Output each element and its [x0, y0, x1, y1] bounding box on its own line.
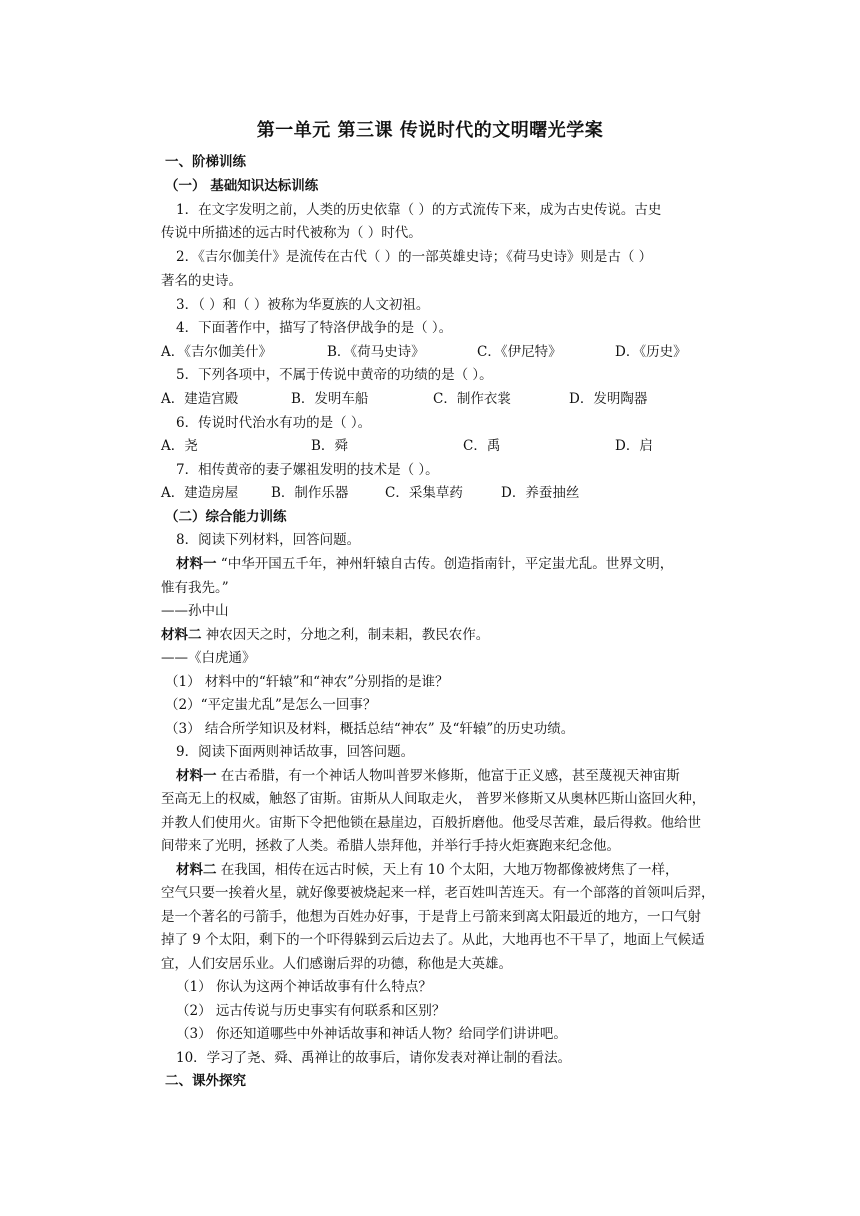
material-label: 材料二: [161, 627, 202, 643]
question-9-material-2-line-4: 掉了 9 个太阳，剩下的一个吓得躲到云后边去了。从此，大地再也不干旱了，地面上气候适: [161, 932, 705, 948]
question-9-material-2-line-5: 宜，人们安居乐业。人们感谢后羿的功德，称他是大英雄。: [161, 956, 512, 972]
question-1-line-1: 1．在文字发明之前，人类的历史依靠（ ）的方式流传下来，成为古史传说。古史: [176, 202, 662, 218]
option-d: D．启: [615, 438, 653, 454]
question-8-material-2: [161, 625, 741, 645]
question-5-options: [161, 389, 741, 409]
option-a: A．《吉尔伽美什》: [161, 344, 272, 360]
section-heading-ladder-training: 一、阶梯训练: [165, 154, 246, 170]
question-8-stem: 8．阅读下列材料，回答问题。: [176, 532, 361, 548]
option-d: D．养蚕抽丝: [501, 485, 580, 501]
material-label: 材料二: [176, 862, 217, 878]
subsection-heading-basic: （一） 基础知识达标训练: [165, 178, 319, 194]
question-8-sub-2: （2）“平定蚩尤乱”是怎么一回事？: [165, 697, 377, 713]
question-2-line-1: 2．《吉尔伽美什》是流传在古代（ ）的一部英雄史诗；《荷马史诗》则是古（ ）: [176, 249, 653, 265]
question-9-sub-3: （3） 你还知道哪些中外神话故事和神话人物？给同学们讲讲吧。: [176, 1026, 567, 1042]
question-8-sub-3: （3） 结合所学知识及材料，概括总结“神农” 及“轩辕”的历史功绩。: [165, 721, 575, 737]
question-2-line-2: 著名的史诗。: [161, 273, 242, 289]
question-6-stem: 6．传说时代治水有功的是（ ）。: [176, 415, 372, 431]
material-text: 在我国，相传在远古时候，天上有 10 个太阳，大地万物都像被烤焦了一样，: [216, 862, 679, 878]
option-b: B．舜: [311, 438, 348, 454]
option-c: C．制作衣裳: [433, 391, 511, 407]
question-8-material-1-cont: 惟有我先。”: [161, 580, 229, 596]
option-d: D．《历史》: [615, 344, 687, 360]
option-b: B．制作乐器: [271, 485, 349, 501]
question-9-material-1-line-1: [176, 766, 756, 786]
material-label: 材料一: [176, 556, 217, 572]
question-9-stem: 9．阅读下面两则神话故事，回答问题。: [176, 744, 415, 760]
question-4-options: [161, 342, 741, 362]
question-3: 3．（ ）和（ ）被称为华夏族的人文初祖。: [176, 297, 430, 313]
section-heading-extracurricular: 二、课外探究: [165, 1073, 246, 1089]
question-8-sub-1: （1） 材料中的“轩辕”和“神农”分别指的是谁？: [165, 674, 449, 690]
question-9-sub-2: （2） 远古传说与历史事实有何联系和区别？: [176, 1003, 446, 1019]
question-10: 10．学习了尧、舜、禹禅让的故事后，请你发表对禅让制的看法。: [176, 1050, 572, 1066]
option-b: B．《荷马史诗》: [327, 344, 425, 360]
question-7-stem: 7．相传黄帝的妻子嫘祖发明的技术是（ ）。: [176, 462, 439, 478]
question-4-stem: 4．下面著作中，描写了特洛伊战争的是（ ）。: [176, 320, 453, 336]
page-title: 第一单元 第三课 传说时代的文明曙光学案: [256, 120, 604, 141]
option-b: B．发明车船: [291, 391, 369, 407]
question-9-sub-1: （1） 你认为这两个神话故事有什么特点？: [176, 979, 432, 995]
question-9-material-1-line-4: 间带来了光明，拯救了人类。希腊人崇拜他，并举行手持火炬赛跑来纪念他。: [161, 838, 620, 854]
option-c: C．禹: [463, 438, 501, 454]
option-a: A．建造房屋: [161, 485, 239, 501]
option-d: D．发明陶器: [569, 391, 648, 407]
option-a: A．建造宫殿: [161, 391, 239, 407]
question-5-stem: 5．下列各项中，不属于传说中黄帝的功绩的是（ ）。: [176, 367, 493, 383]
material-text: 神农因天之时，分地之利，制耒耜，教民农作。: [201, 627, 490, 643]
option-c: C．《伊尼特》: [477, 344, 562, 360]
question-9-material-1-line-3: 并教人们使用火。宙斯下令把他锁在悬崖边，百般折磨他。他受尽苦难，最后得救。他给世: [161, 815, 701, 831]
question-9-material-2-line-1: [176, 860, 756, 880]
option-c: C．采集草药: [385, 485, 463, 501]
subsection-heading-comprehensive: （二）综合能力训练: [165, 509, 287, 525]
question-1-line-2: 传说中所描述的远古时代被称为（ ）时代。: [161, 225, 422, 241]
question-8-material-1-source: ——孙中山: [161, 603, 229, 619]
question-8-material-1: [176, 554, 756, 574]
question-9-material-1-line-2: 至高无上的权威，触怒了宙斯。宙斯从人间取走火， 普罗米修斯又从奥林匹斯山盗回火种，: [161, 791, 706, 807]
material-text: 在古希腊，有一个神话人物叫普罗米修斯，他富于正义感，甚至蔑视天神宙斯: [216, 768, 680, 784]
question-9-material-2-line-2: 空气只要一挨着火星，就好像要被烧起来一样，老百姓叫苦连天。有一个部落的首领叫后羿，: [161, 885, 715, 901]
material-label: 材料一: [176, 768, 217, 784]
question-6-options: [161, 436, 741, 456]
question-9-material-2-line-3: 是一个著名的弓箭手，他想为百姓办好事，于是背上弓箭来到离太阳最近的地方，一口气射: [161, 909, 701, 925]
question-8-material-2-source: ——《白虎通》: [161, 650, 256, 666]
material-text: “中华开国五千年，神州轩辕自古传。创造指南针，平定蚩尤乱。世界文明，: [216, 556, 674, 572]
question-7-options: [161, 483, 741, 503]
option-a: A．尧: [161, 438, 198, 454]
